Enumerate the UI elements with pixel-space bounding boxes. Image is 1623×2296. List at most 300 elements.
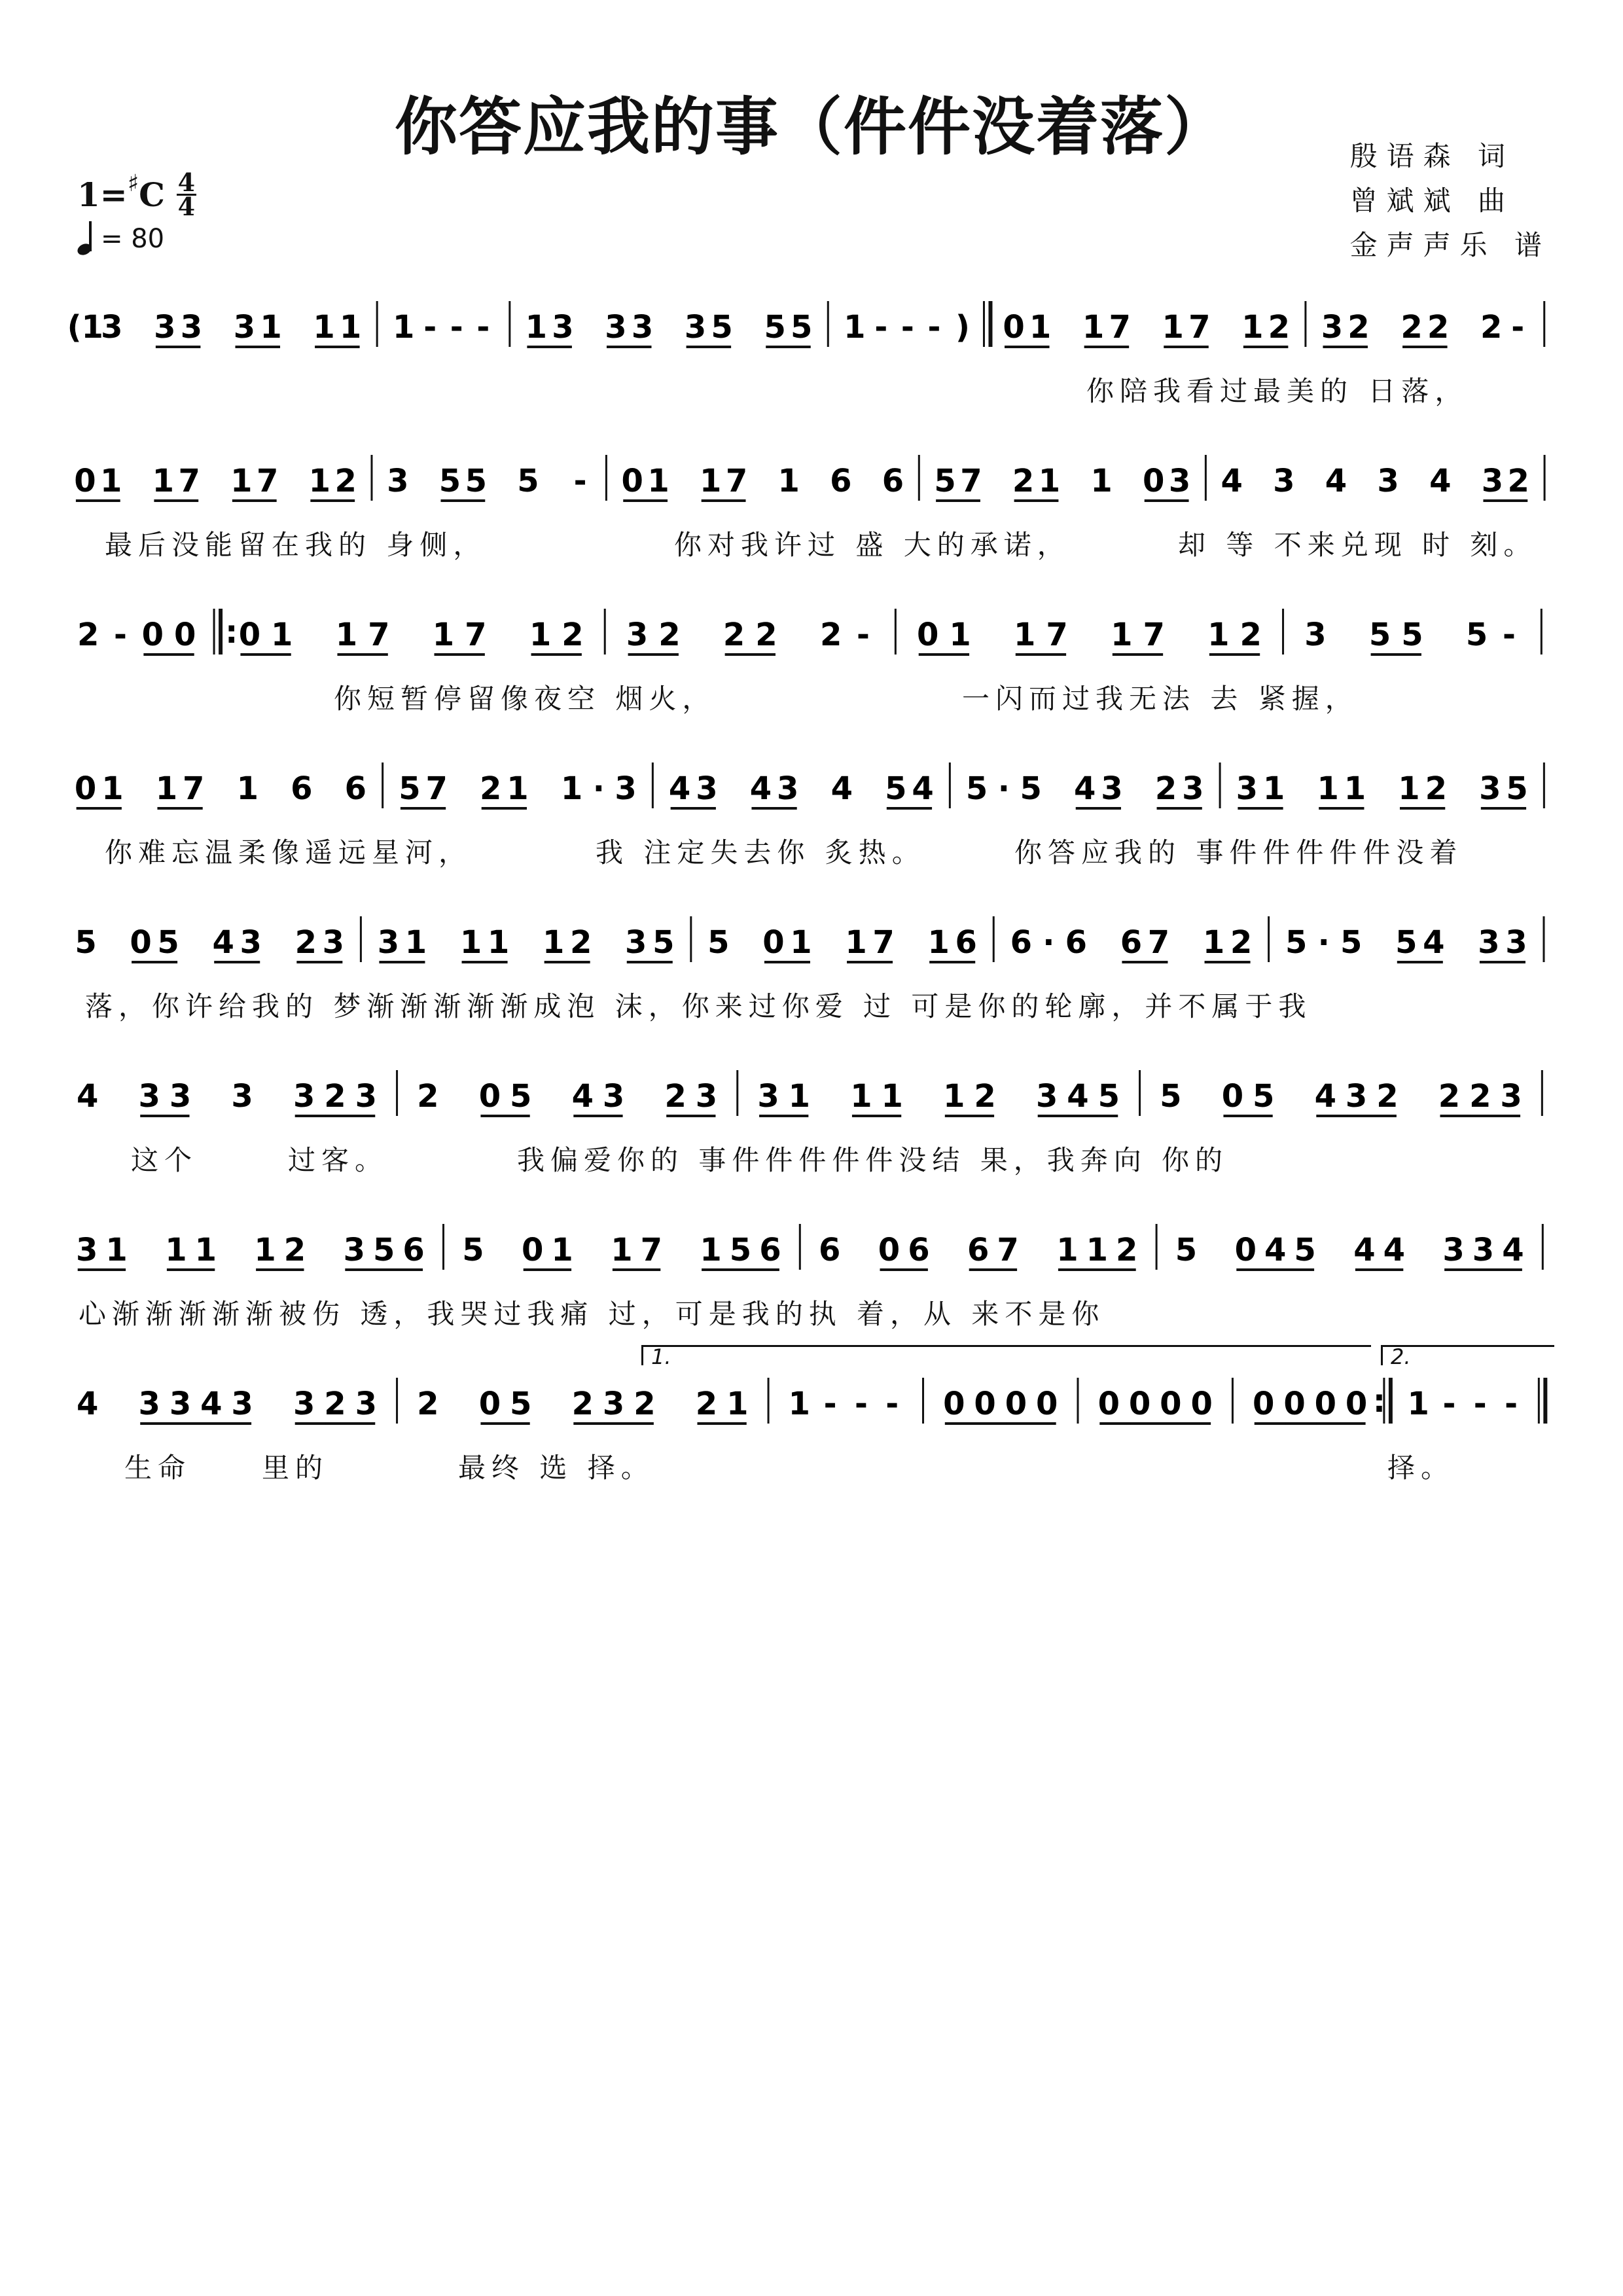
note: 3 xyxy=(355,1078,377,1115)
notes-svg xyxy=(72,749,1558,828)
lyric-phrase: 我偏爱你的 事件件件件件没结 果，我奔向 你的 xyxy=(517,1144,1229,1176)
note: 3 xyxy=(615,770,637,807)
note: 5 xyxy=(462,1232,484,1268)
note: 3 xyxy=(602,1078,625,1115)
note: 5 xyxy=(399,770,421,807)
note: 0 xyxy=(238,617,261,653)
note: 2 xyxy=(1469,1078,1491,1115)
note: 1 xyxy=(155,770,178,807)
note: - xyxy=(1505,1386,1518,1422)
note: 5 xyxy=(1160,1078,1182,1115)
note: - xyxy=(874,309,888,346)
lyric-phrase: 这个 xyxy=(131,1144,198,1176)
note: 4 xyxy=(830,770,853,807)
note: 2 xyxy=(1347,309,1370,346)
tempo-value: = 80 xyxy=(101,224,165,254)
note: 5 xyxy=(1506,770,1528,807)
note: 1 xyxy=(560,770,583,807)
lyrics-line xyxy=(72,677,1558,717)
note: 2 xyxy=(562,617,584,653)
notes-svg xyxy=(72,1057,1558,1136)
notes-line xyxy=(72,1057,1558,1136)
note: 1 xyxy=(1162,309,1184,346)
note: 3 xyxy=(231,1386,253,1422)
note: 2 xyxy=(480,770,502,807)
note: 3 xyxy=(293,1386,315,1422)
note: 1 xyxy=(850,1078,872,1115)
note: 5 xyxy=(711,309,733,346)
note: 7 xyxy=(960,463,982,499)
note: 3 xyxy=(1182,770,1204,807)
note: - xyxy=(901,309,914,346)
notes-svg xyxy=(72,596,1558,674)
note: 1 xyxy=(529,617,552,653)
note: 5 xyxy=(510,1078,532,1115)
note: 1 xyxy=(308,463,331,499)
note: 1 xyxy=(1029,309,1052,346)
note: 6 xyxy=(344,770,367,807)
note: 1 xyxy=(1082,309,1105,346)
note: 6 xyxy=(1065,924,1088,961)
key-signature xyxy=(77,168,196,221)
note: 1 xyxy=(271,617,293,653)
note: 3 xyxy=(1479,770,1501,807)
note: 5 xyxy=(1294,1232,1316,1268)
note: · xyxy=(1317,924,1330,961)
note: 3 xyxy=(1481,463,1504,499)
lyric-phrase: 最终 选 择。 xyxy=(458,1452,654,1484)
note: - xyxy=(1511,309,1525,346)
note: 1 xyxy=(1056,1232,1079,1268)
note: 3 xyxy=(631,309,654,346)
note: 6 xyxy=(967,1232,990,1268)
lyrics-line xyxy=(72,1139,1558,1178)
note: 3 xyxy=(602,1386,625,1422)
notes-svg xyxy=(72,1211,1558,1289)
note: 5 xyxy=(1175,1232,1198,1268)
note: 6 xyxy=(1120,924,1143,961)
lyric-phrase: 你难忘温柔像遥远星河， xyxy=(105,836,473,869)
note: 1 xyxy=(313,309,335,346)
credits xyxy=(1350,134,1551,268)
note: 3 xyxy=(387,463,409,499)
note: 3 xyxy=(293,1078,315,1115)
note: 5 xyxy=(791,309,813,346)
note: 0 xyxy=(74,770,97,807)
note: 2 xyxy=(1154,770,1177,807)
lyrics-line xyxy=(72,1293,1558,1332)
notes-svg xyxy=(67,288,1558,367)
lyric-phrase: 最后没能留在我的 身侧， xyxy=(105,529,487,561)
note: 3 xyxy=(777,770,799,807)
note: 2 xyxy=(1425,770,1447,807)
note: 7 xyxy=(178,463,200,499)
note: 1 xyxy=(105,1232,128,1268)
note: 6 xyxy=(830,463,852,499)
note: 4 xyxy=(1502,1232,1524,1268)
note: 7 xyxy=(640,1232,663,1268)
note: 0 xyxy=(1283,1386,1306,1422)
note: 3 xyxy=(696,770,718,807)
note: 4 xyxy=(1383,1232,1406,1268)
note: 1 xyxy=(392,309,415,346)
note: 6 xyxy=(402,1232,425,1268)
note: 2 xyxy=(1268,309,1291,346)
note: 3 xyxy=(180,309,203,346)
note: 6 xyxy=(291,770,313,807)
note: 5 xyxy=(1368,617,1391,653)
note: 5 xyxy=(438,463,461,499)
tempo-marking xyxy=(77,224,164,254)
note: 1 xyxy=(542,924,565,961)
note: 1 xyxy=(777,463,800,499)
note: 1 xyxy=(788,1078,811,1115)
note: 0 xyxy=(478,1078,501,1115)
note: 5 xyxy=(1340,924,1363,961)
note: 1 xyxy=(790,924,812,961)
note: 2 xyxy=(571,1386,594,1422)
note: 4 xyxy=(1067,1078,1089,1115)
note: 6 xyxy=(955,924,977,961)
note: 1 xyxy=(844,309,866,346)
note: 3 xyxy=(169,1078,192,1115)
note: 3 xyxy=(1236,770,1258,807)
note: - xyxy=(573,463,587,499)
note: 1 xyxy=(647,463,669,499)
note: 4 xyxy=(1264,1232,1287,1268)
note: 0 xyxy=(174,617,196,653)
note: 2 xyxy=(819,617,842,653)
note: 3 xyxy=(1505,924,1527,961)
note: 4 xyxy=(1221,463,1243,499)
note: · xyxy=(592,770,605,807)
note: 2 xyxy=(695,1386,718,1422)
note: 1 xyxy=(927,924,950,961)
composer-credit: 曾斌斌 曲 xyxy=(1349,185,1514,217)
note: 6 xyxy=(908,1232,930,1268)
note: 3 xyxy=(1442,1232,1465,1268)
note: 4 xyxy=(200,1386,223,1422)
note: 1 xyxy=(1317,770,1339,807)
notes-svg xyxy=(72,1365,1558,1443)
note: 0 xyxy=(1160,1386,1182,1422)
note: 4 xyxy=(912,770,934,807)
note: 7 xyxy=(725,463,748,499)
note: 2 xyxy=(974,1078,996,1115)
note: · xyxy=(1043,924,1055,961)
note: 1 xyxy=(1407,1386,1429,1422)
note: 2 xyxy=(324,1078,346,1115)
note: 5 xyxy=(652,924,675,961)
transcriber-credit: 金声声乐 谱 xyxy=(1349,229,1551,261)
lyric-phrase: 过客。 xyxy=(288,1144,389,1176)
note: 5 xyxy=(75,924,97,961)
note: 1 xyxy=(1344,770,1366,807)
note: 4 xyxy=(76,1078,99,1115)
note: - xyxy=(1442,1386,1456,1422)
note: 1 xyxy=(881,1078,903,1115)
note: 3 xyxy=(1500,1078,1522,1115)
note: 1 xyxy=(507,770,529,807)
note: - xyxy=(1473,1386,1487,1422)
note: 3 xyxy=(626,617,649,653)
note: 1 xyxy=(101,770,124,807)
volta-bracket: 1. xyxy=(641,1345,1371,1365)
note: 5 xyxy=(510,1386,532,1422)
note: 0 xyxy=(974,1386,996,1422)
note: 5 xyxy=(729,1232,752,1268)
note: 5 xyxy=(1253,1078,1275,1115)
note: - xyxy=(854,1386,868,1422)
note: 5 xyxy=(1285,924,1308,961)
note: 7 xyxy=(1147,924,1170,961)
note: 2 xyxy=(1480,309,1503,346)
note: 3 xyxy=(605,309,627,346)
note: 3 xyxy=(1273,463,1295,499)
note: 0 xyxy=(1190,1386,1213,1422)
notes-line xyxy=(72,749,1558,828)
note: 3 xyxy=(1321,309,1344,346)
notes-line xyxy=(72,442,1558,520)
note: 5 xyxy=(965,770,988,807)
note: - xyxy=(885,1386,899,1422)
note: 1 xyxy=(1038,463,1061,499)
note: 0 xyxy=(917,617,939,653)
note: 7 xyxy=(465,617,487,653)
note: 2 xyxy=(294,924,317,961)
lyrics-line xyxy=(72,524,1558,563)
lyrics-line xyxy=(72,370,1558,409)
note: 1 xyxy=(943,1078,965,1115)
note: 0 xyxy=(762,924,785,961)
note: 1 xyxy=(459,924,482,961)
lyric-phrase: 落，你许给我的 梦渐渐渐渐渐成泡 沫，你来过你爱 过 可是你的轮廓，并不属于我 xyxy=(85,990,1312,1022)
lyric-phrase: 你答应我的 事件件件件件没着 xyxy=(1014,836,1463,869)
notes-line xyxy=(72,903,1558,982)
note: - xyxy=(927,309,941,346)
note: 2 xyxy=(417,1078,439,1115)
note: 5 xyxy=(157,924,179,961)
note: 1 xyxy=(845,924,867,961)
note: 1 xyxy=(699,463,722,499)
meter-top: 4 xyxy=(177,168,196,197)
note: 5 xyxy=(1097,1078,1120,1115)
notes-line xyxy=(67,288,1558,367)
note: 1 xyxy=(726,1386,749,1422)
note: 7 xyxy=(368,617,390,653)
note: 7 xyxy=(256,463,279,499)
lyric-phrase: 却 等 不来兑现 时 刻。 xyxy=(1178,529,1537,561)
note: 4 xyxy=(1353,1232,1376,1268)
note: 3 xyxy=(138,1078,160,1115)
note: 5 xyxy=(1020,770,1042,807)
note: 2 xyxy=(658,617,681,653)
paren-mark: ) xyxy=(955,309,970,346)
sharp-symbol: ♯ xyxy=(127,169,139,197)
note: - xyxy=(857,617,870,653)
meter-bottom: 4 xyxy=(177,192,196,221)
page-title: 你答应我的事（件件没着落） xyxy=(395,90,1228,164)
note: 4 xyxy=(212,924,234,961)
note: - xyxy=(476,309,490,346)
note: 1 xyxy=(525,309,548,346)
lyric-phrase: 里的 xyxy=(262,1452,329,1484)
note: 3 xyxy=(1472,1232,1495,1268)
lyric-phrase: 生命 xyxy=(124,1452,192,1484)
note: 1 xyxy=(152,463,175,499)
note: 0 xyxy=(1128,1386,1151,1422)
lyricist-credit: 殷语森 词 xyxy=(1349,140,1514,172)
note: 3 xyxy=(154,309,176,346)
note: 3 xyxy=(231,1078,253,1115)
note: 5 xyxy=(764,309,786,346)
note: 3 xyxy=(1035,1078,1058,1115)
note: 4 xyxy=(1423,924,1445,961)
note: 6 xyxy=(882,463,904,499)
notes-line xyxy=(72,596,1558,674)
lyric-phrase: 你对我许过 盛 大的承诺， xyxy=(674,529,1071,561)
note: 2 xyxy=(334,463,357,499)
note: 1 xyxy=(1014,617,1036,653)
note: 0 xyxy=(74,463,96,499)
note: 2 xyxy=(283,1232,306,1268)
note: 5 xyxy=(934,463,956,499)
note: 0 xyxy=(1221,1078,1244,1115)
note: - xyxy=(450,309,463,346)
note: 0 xyxy=(478,1386,501,1422)
note: 0 xyxy=(521,1232,544,1268)
note: 3 xyxy=(233,309,256,346)
key-tonic: C xyxy=(139,175,165,214)
note: · xyxy=(997,770,1010,807)
note: - xyxy=(823,1386,837,1422)
note: 2 xyxy=(633,1386,656,1422)
note: 2 xyxy=(324,1386,346,1422)
lyric-phrase: 择。 xyxy=(1387,1452,1455,1484)
note: 0 xyxy=(1005,1386,1027,1422)
note: 3 xyxy=(101,309,123,346)
lyric-phrase: 心渐渐渐渐渐被伤 透，我哭过我痛 过，可是我的执 着，从 来不是你 xyxy=(79,1298,1105,1330)
quarter-note-stem xyxy=(89,221,92,251)
notes-line xyxy=(72,1211,1558,1289)
note: (1 xyxy=(67,309,103,346)
note: 7 xyxy=(1046,617,1068,653)
note: 4 xyxy=(1325,463,1347,499)
note: 6 xyxy=(818,1232,841,1268)
lyrics-line xyxy=(72,1446,1558,1486)
note: 7 xyxy=(872,924,895,961)
note: 3 xyxy=(684,309,707,346)
note: 2 xyxy=(1230,924,1253,961)
note: 5 xyxy=(465,463,487,499)
note: 7 xyxy=(997,1232,1019,1268)
note: 3 xyxy=(757,1078,779,1115)
note: 3 xyxy=(1478,924,1500,961)
note: 0 xyxy=(1035,1386,1058,1422)
note: 1 xyxy=(339,309,362,346)
note: 5 xyxy=(1395,924,1418,961)
note: 3 xyxy=(1304,617,1327,653)
note: 2 xyxy=(1507,463,1529,499)
note: 0 xyxy=(1345,1386,1368,1422)
note: 4 xyxy=(749,770,772,807)
note: 4 xyxy=(1429,463,1452,499)
note: 1 xyxy=(194,1232,217,1268)
note: 3 xyxy=(1377,463,1399,499)
lyric-phrase: 我 注定失去你 炙热。 xyxy=(596,836,925,869)
note: 5 xyxy=(707,924,730,961)
note: 1 xyxy=(254,1232,276,1268)
note: 7 xyxy=(1143,617,1165,653)
note: 3 xyxy=(138,1386,160,1422)
note: 1 xyxy=(1207,617,1230,653)
note: 1 xyxy=(404,924,427,961)
note: 7 xyxy=(425,770,448,807)
note: 1 xyxy=(949,617,971,653)
note: 4 xyxy=(76,1386,99,1422)
repeat-dots: : xyxy=(225,614,238,651)
note: 2 xyxy=(1400,309,1423,346)
note: 3 xyxy=(552,309,574,346)
note: 3 xyxy=(169,1386,192,1422)
note: 7 xyxy=(183,770,205,807)
note: 1 xyxy=(700,1232,722,1268)
note: - xyxy=(423,309,437,346)
note: 6 xyxy=(759,1232,781,1268)
time-signature xyxy=(177,168,196,221)
note: 2 xyxy=(417,1386,439,1422)
note: 7 xyxy=(1188,309,1211,346)
note: 4 xyxy=(1314,1078,1337,1115)
note: - xyxy=(114,617,127,653)
repeat-dots: : xyxy=(1372,1383,1386,1420)
note: 0 xyxy=(1253,1386,1275,1422)
note: 1 xyxy=(1090,463,1113,499)
note: 5 xyxy=(885,770,907,807)
note: 1 xyxy=(100,463,122,499)
note: 1 xyxy=(1398,770,1420,807)
note: 0 xyxy=(1143,463,1165,499)
note: 2 xyxy=(1115,1232,1138,1268)
note: 5 xyxy=(372,1232,395,1268)
note: 1 xyxy=(611,1232,633,1268)
note: 2 xyxy=(569,924,592,961)
note: 3 xyxy=(1101,770,1123,807)
lyric-phrase: 你短暂停留像夜空 烟火， xyxy=(334,683,716,715)
note: 1 xyxy=(487,924,510,961)
note: 1 xyxy=(335,617,358,653)
lyrics-line xyxy=(72,985,1558,1024)
note: 2 xyxy=(1240,617,1262,653)
note: 2 xyxy=(664,1078,687,1115)
note: - xyxy=(1503,617,1516,653)
note: 4 xyxy=(571,1078,594,1115)
volta-bracket: 2. xyxy=(1381,1345,1554,1365)
note: 3 xyxy=(355,1386,377,1422)
note: 1 xyxy=(1202,924,1225,961)
note: 2 xyxy=(722,617,745,653)
note: 3 xyxy=(625,924,647,961)
notes-line xyxy=(72,1365,1558,1443)
note: 1 xyxy=(236,770,259,807)
notes-svg xyxy=(72,903,1558,982)
lyric-phrase: 你陪我看过最美的 日落， xyxy=(1086,375,1469,407)
note: 2 xyxy=(755,617,777,653)
note: 1 xyxy=(788,1386,811,1422)
note: 1 xyxy=(1111,617,1133,653)
note: 5 xyxy=(517,463,539,499)
note: 2 xyxy=(1376,1078,1399,1115)
